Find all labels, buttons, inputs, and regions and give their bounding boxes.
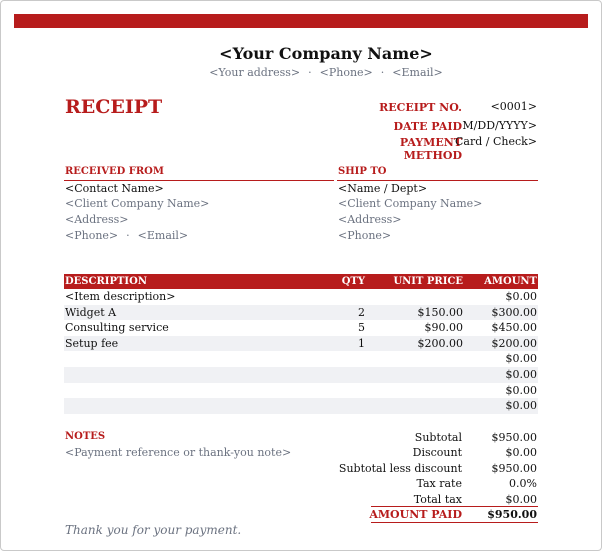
row-unit-price: $200.00 [417, 336, 463, 350]
thank-you-note: Thank you for your payment. [65, 523, 242, 537]
table-row [64, 367, 538, 383]
ship-to-address: <Address> [338, 213, 402, 226]
row-qty: 2 [358, 305, 365, 319]
row-description: Consulting service [65, 321, 169, 335]
tax-rate-value: 0.0% [509, 477, 537, 490]
row-amount: $0.00 [505, 290, 537, 303]
ship-to-name: <Name / Dept> [338, 182, 428, 195]
table-header-row [64, 274, 538, 289]
receipt-number-label: RECEIPT NO. [379, 101, 462, 114]
table-row [64, 383, 538, 399]
received-email: <Email> [137, 229, 189, 242]
amount-paid-label: AMOUNT PAID [369, 508, 462, 521]
amount-paid-bottom-rule [371, 522, 538, 523]
row-amount: $450.00 [491, 321, 537, 335]
separator-dot: · [308, 66, 312, 79]
header-unit-price: UNIT PRICE [393, 276, 463, 287]
subtotal-label: Subtotal [414, 431, 462, 444]
header-amount: AMOUNT [484, 276, 537, 287]
row-description: Setup fee [65, 336, 119, 350]
tax-rate-label: Tax rate [416, 477, 462, 490]
line-items-table [64, 274, 538, 414]
top-accent-bar [14, 14, 588, 28]
date-paid-value: M/DD/YYYY> [462, 119, 537, 132]
row-amount: $200.00 [491, 336, 537, 350]
table-row [64, 320, 538, 336]
row-unit-price: $150.00 [417, 305, 463, 319]
row-amount: $0.00 [505, 367, 537, 381]
table-row [64, 289, 538, 305]
receipt-title: RECEIPT [65, 96, 163, 118]
receipt-number-value: <0001> [490, 100, 537, 113]
received-from-rule [64, 180, 334, 181]
company-address: <Your address> [209, 66, 301, 79]
row-description: Widget A [65, 305, 117, 319]
header-qty: QTY [341, 276, 365, 287]
table-row [64, 398, 538, 414]
ship-to-rule [337, 180, 538, 181]
amount-paid-value: $950.00 [487, 508, 537, 521]
subtotal-value: $950.00 [491, 431, 537, 444]
row-amount: $0.00 [505, 399, 537, 413]
row-amount: $300.00 [491, 305, 537, 319]
ship-to-phone: <Phone> [338, 229, 392, 242]
table-row [64, 351, 538, 367]
separator-dot: · [126, 229, 130, 242]
received-contact-name: <Contact Name> [65, 182, 164, 195]
subtotal-less-discount-value: $950.00 [491, 462, 537, 475]
row-qty: 1 [358, 336, 365, 350]
total-tax-label: Total tax [413, 493, 462, 506]
row-unit-price: $90.00 [424, 321, 463, 335]
discount-value: $0.00 [505, 446, 537, 459]
row-description: <Item description> [65, 290, 176, 303]
separator-dot: · [380, 66, 385, 79]
table-row [64, 305, 538, 321]
row-amount: $0.00 [505, 352, 537, 366]
subtotal-less-discount-label: Subtotal less discount [338, 462, 462, 475]
row-amount: $0.00 [505, 383, 537, 397]
amount-paid-top-rule [371, 506, 538, 507]
received-phone-email [65, 229, 188, 242]
company-phone: <Phone> [319, 66, 373, 79]
company-email: <Email> [392, 66, 443, 79]
ship-to-client-company: <Client Company Name> [338, 197, 483, 210]
company-name: <Your Company Name> [219, 44, 433, 63]
notes-body: <Payment reference or thank-you note> [65, 446, 292, 459]
received-client-company: <Client Company Name> [65, 197, 210, 210]
company-contact-line [0, 66, 602, 79]
received-phone: <Phone> [65, 229, 119, 242]
payment-method-value: Card / Check> [455, 135, 538, 148]
payment-method-label: PAYMENT METHOD [399, 136, 462, 162]
row-qty: 5 [358, 321, 365, 335]
total-tax-value: $0.00 [505, 493, 537, 506]
ship-to-heading: SHIP TO [338, 166, 387, 177]
discount-label: Discount [412, 446, 462, 459]
received-address: <Address> [65, 213, 129, 226]
notes-heading: NOTES [65, 431, 106, 442]
table-row [64, 336, 538, 352]
header-description: DESCRIPTION [65, 276, 147, 287]
received-from-heading: RECEIVED FROM [65, 166, 164, 177]
date-paid-label: DATE PAID [393, 120, 462, 133]
